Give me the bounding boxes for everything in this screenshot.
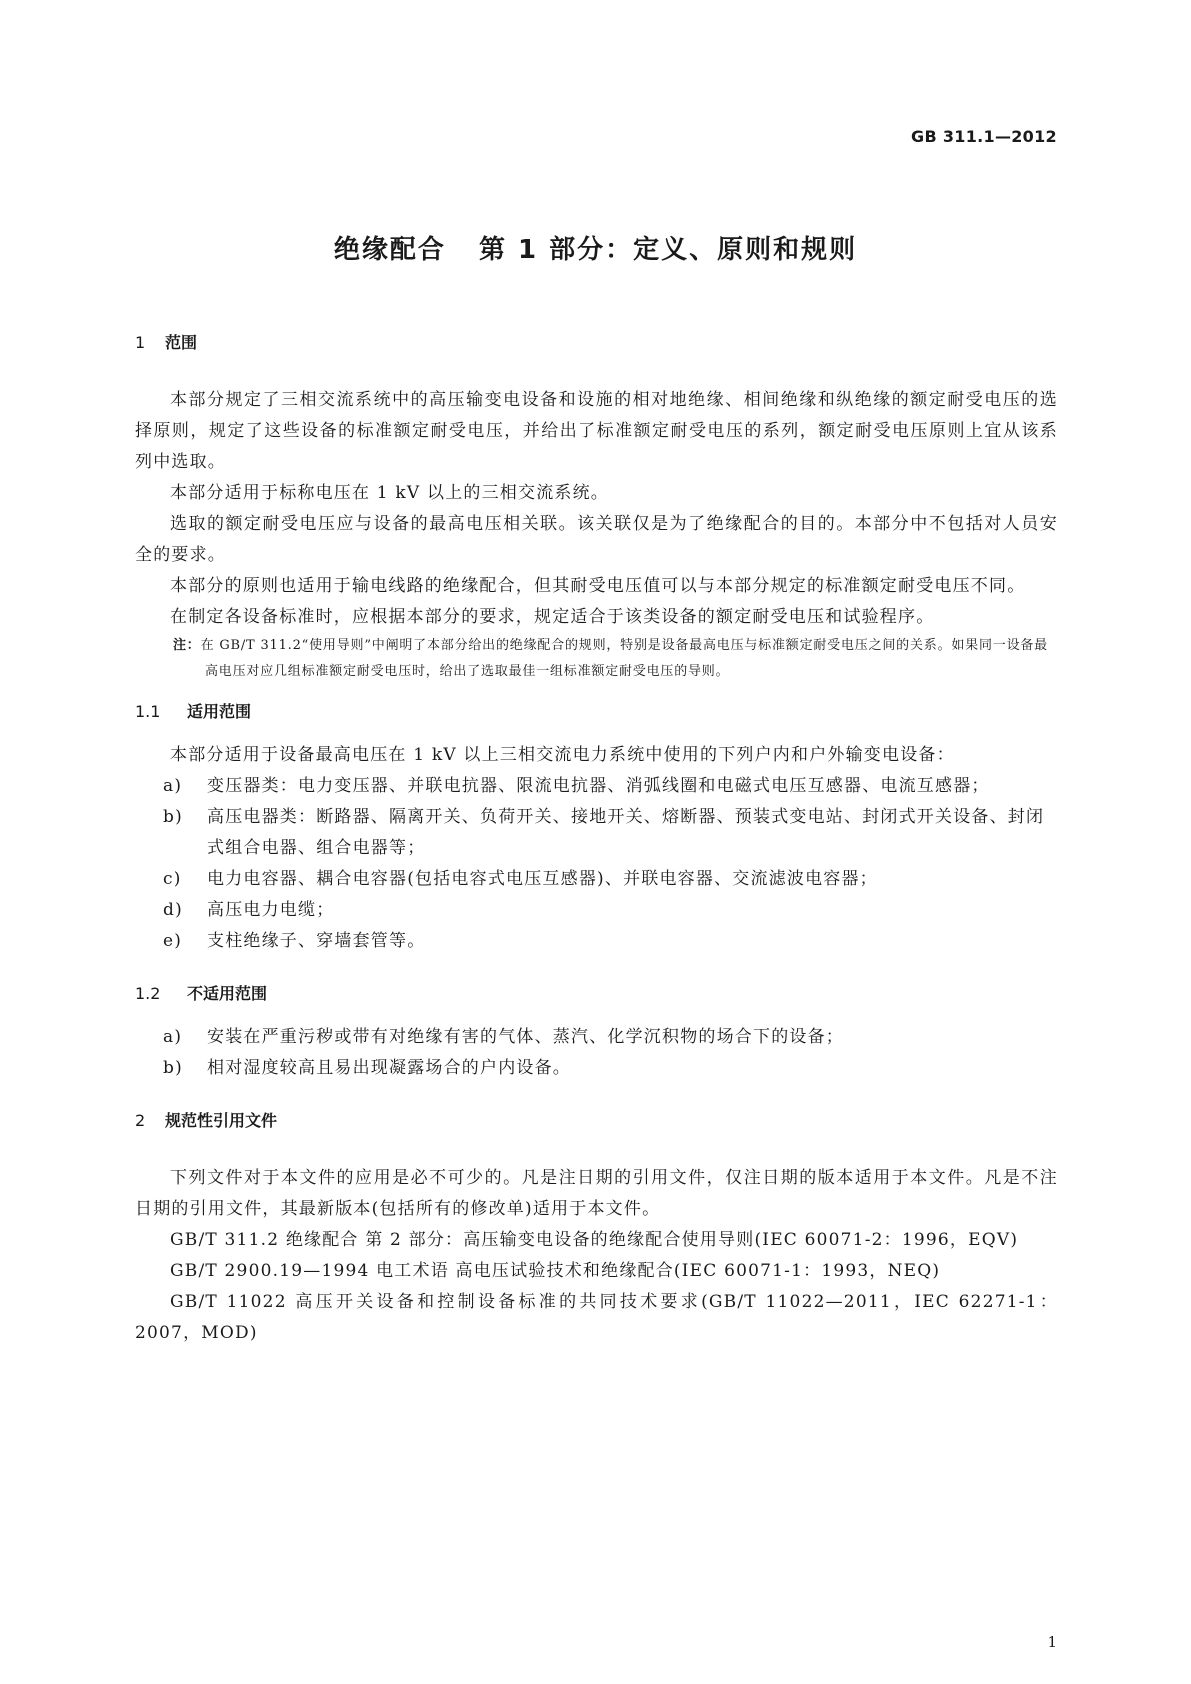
section-title: 适用范围	[187, 702, 252, 721]
paragraph: 本部分适用于设备最高电压在 1 kV 以上三相交流电力系统中使用的下列户内和户外输变电设备：	[170, 745, 955, 765]
section-number: 2	[135, 1111, 146, 1130]
section-number: 1.2	[135, 984, 161, 1003]
list-item-text: 高压电力电缆；	[207, 900, 335, 920]
list-marker: e)	[163, 931, 183, 951]
page-number: 1	[1047, 1633, 1057, 1651]
list-item	[135, 1053, 1058, 1084]
section-title: 范围	[165, 333, 198, 352]
list-item	[135, 926, 1058, 957]
list-item-text: 相对湿度较高且易出现凝露场合的户内设备。	[207, 1058, 571, 1078]
section-number: 1.1	[135, 702, 161, 721]
list-marker: b)	[163, 1058, 183, 1078]
paragraph: 本部分适用于标称电压在 1 kV 以上的三相交流系统。	[170, 483, 610, 503]
list-item	[135, 895, 1058, 926]
list-item-text: 安装在严重污秽或带有对绝缘有害的气体、蒸汽、化学沉积物的场合下的设备；	[207, 1027, 844, 1047]
section-title: 规范性引用文件	[165, 1111, 278, 1130]
paragraph: 下列文件对于本文件的应用是必不可少的。凡是注日期的引用文件，仅注日期的版本适用于本文件。凡是不注日期的引用文件，其最新版本(包括所有的修改单)适用于本文件。	[135, 1168, 1058, 1219]
list-item-text: 变压器类：电力变压器、并联电抗器、限流电抗器、消弧线圈和电磁式电压互感器、电流互感器；	[207, 776, 990, 796]
reference-entry: GB/T 11022 高压开关设备和控制设备标准的共同技术要求(GB/T 11022—2011，IEC 62271-1：2007，MOD)	[135, 1292, 1058, 1343]
note	[135, 633, 1058, 685]
note-text: 在 GB/T 311.2“使用导则”中阐明了本部分给出的绝缘配合的规则，特别是设备最高电压与标准额定耐受电压之间的关系。如果同一设备最高电压对应几组标准额定耐受电压时，给出了选取最佳一组标准额定耐受电压的导则。	[200, 638, 1048, 679]
section-title: 不适用范围	[187, 984, 268, 1003]
list-marker: d)	[163, 900, 183, 920]
list-item-text: 支柱绝缘子、穿墙套管等。	[207, 931, 426, 951]
list-marker: c)	[163, 869, 182, 889]
document-body	[135, 330, 1058, 1349]
list-item	[135, 771, 1058, 802]
spacer	[135, 1084, 1058, 1108]
paragraph: 选取的额定耐受电压应与设备的最高电压相关联。该关联仅是为了绝缘配合的目的。本部分中不包括对人员安全的要求。	[135, 514, 1058, 565]
paragraph: 本部分的原则也适用于输电线路的绝缘配合，但其耐受电压值可以与本部分规定的标准额定耐受电压不同。	[170, 576, 1026, 596]
document-title: 绝缘配合 第 1 部分：定义、原则和规则	[333, 235, 858, 265]
list-item	[135, 1022, 1058, 1053]
list-item	[135, 864, 1058, 895]
section-1-1-heading	[135, 699, 1058, 722]
reference-entry: GB/T 2900.19—1994 电工术语 高电压试验技术和绝缘配合(IEC 60071-1：1993，NEQ)	[170, 1261, 941, 1281]
list-marker: a)	[163, 776, 183, 796]
list-item-text: 高压电器类：断路器、隔离开关、负荷开关、接地开关、熔断器、预装式变电站、封闭式开关设备、封闭式组合电器、组合电器等；	[207, 807, 1045, 858]
note-label: 注：	[173, 638, 201, 653]
list-item	[135, 802, 1058, 864]
section-2-heading	[135, 1108, 1058, 1131]
list-marker: b)	[163, 807, 183, 827]
section-number: 1	[135, 333, 146, 352]
paragraph: 本部分规定了三相交流系统中的高压输变电设备和设施的相对地绝缘、相间绝缘和纵绝缘的额定耐受电压的选择原则，规定了这些设备的标准额定耐受电压，并给出了标准额定耐受电压的系列，额定耐受电压原则上宜从该系列中选取。	[135, 390, 1058, 472]
reference-entry: GB/T 311.2 绝缘配合 第 2 部分：高压输变电设备的绝缘配合使用导则(IEC 60071-2：1996，EQV)	[170, 1230, 1019, 1250]
section-1-2-heading	[135, 981, 1058, 1004]
section-1-heading	[135, 330, 1058, 353]
paragraph: 在制定各设备标准时，应根据本部分的要求，规定适合于该类设备的额定耐受电压和试验程序。	[170, 607, 935, 627]
standard-code: GB 311.1—2012	[911, 127, 1057, 146]
list-item-text: 电力电容器、耦合电容器(包括电容式电压互感器)、并联电容器、交流滤波电容器；	[207, 869, 878, 889]
list-marker: a)	[163, 1027, 183, 1047]
